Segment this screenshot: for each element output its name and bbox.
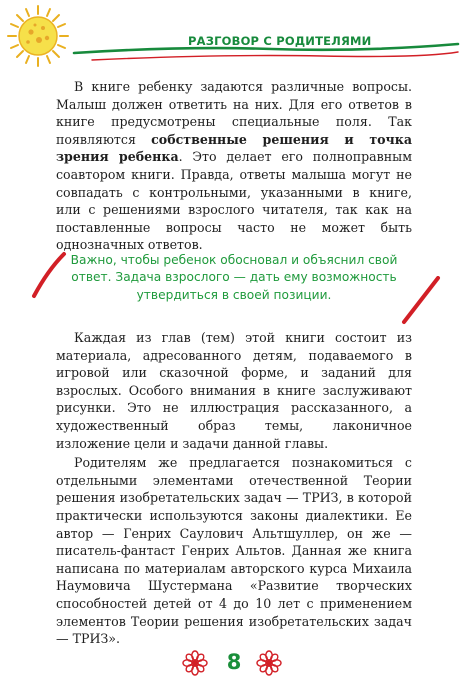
paragraph-3: Родителям же предлагается познакомиться с отдельными элементами отечественной Теории решения изобретательских задач — ТРИЗ, в которой практически используются законы диалектики. Ее автор — Генрих Саулович Альтшуллер, он же — писатель-фантаст Генрих Альтов. Данная же книга написана по материалам авторского курса Михаила Наумовича Шустермана «Развитие творческих способностей детей от 4 до 10 лет с применением элементов Теории решения изобретательских задач — ТРИЗ». — [56, 455, 412, 647]
paragraph-1-part-a: В книге ребенку задаются различные вопросы. Малыш должен ответить на них. Для его ответов в книге предусмотрены специальные поля. Так появляются — [56, 79, 412, 147]
callout-text: Важно, чтобы ребенок обосновал и объяснил свой ответ. Задача взрослого — дать ему возможность утвердиться в своей позиции. — [70, 253, 398, 302]
section-title: РАЗГОВОР С РОДИТЕЛЯМИ — [188, 34, 372, 48]
callout-box — [56, 252, 412, 322]
flower-icon — [256, 650, 282, 676]
text-block-2 — [56, 329, 412, 648]
page-number: 8 — [226, 650, 242, 674]
paragraph-1-bold: собственные решения и точка зрения ребенка — [56, 131, 412, 165]
red-brush-stroke — [398, 276, 442, 326]
flower-icon — [182, 650, 208, 676]
paragraph-2: Каждая из глав (тем) этой книги состоит из материала, адресованного детям, подаваемого в игровой или сказочной форме, и заданий для взрослых. Особого внимания в книге заслуживают рисунки. Это не иллюстрация рассказанного, а художественный образ темы, лаконичное изложение цели и задачи данной главы. — [56, 330, 412, 451]
sun-icon — [6, 4, 70, 68]
paragraph-1-part-b: . Это делает его полноправным соавтором книги. Правда, ответы малыша могут не совпадать с контрольными, указанными в книге, или с решениями взрослого читателя, так как на поставленные вопросы часто не может быть однозначных ответов. — [56, 149, 412, 253]
text-block-1 — [56, 78, 412, 254]
paragraph-1 — [56, 78, 412, 254]
